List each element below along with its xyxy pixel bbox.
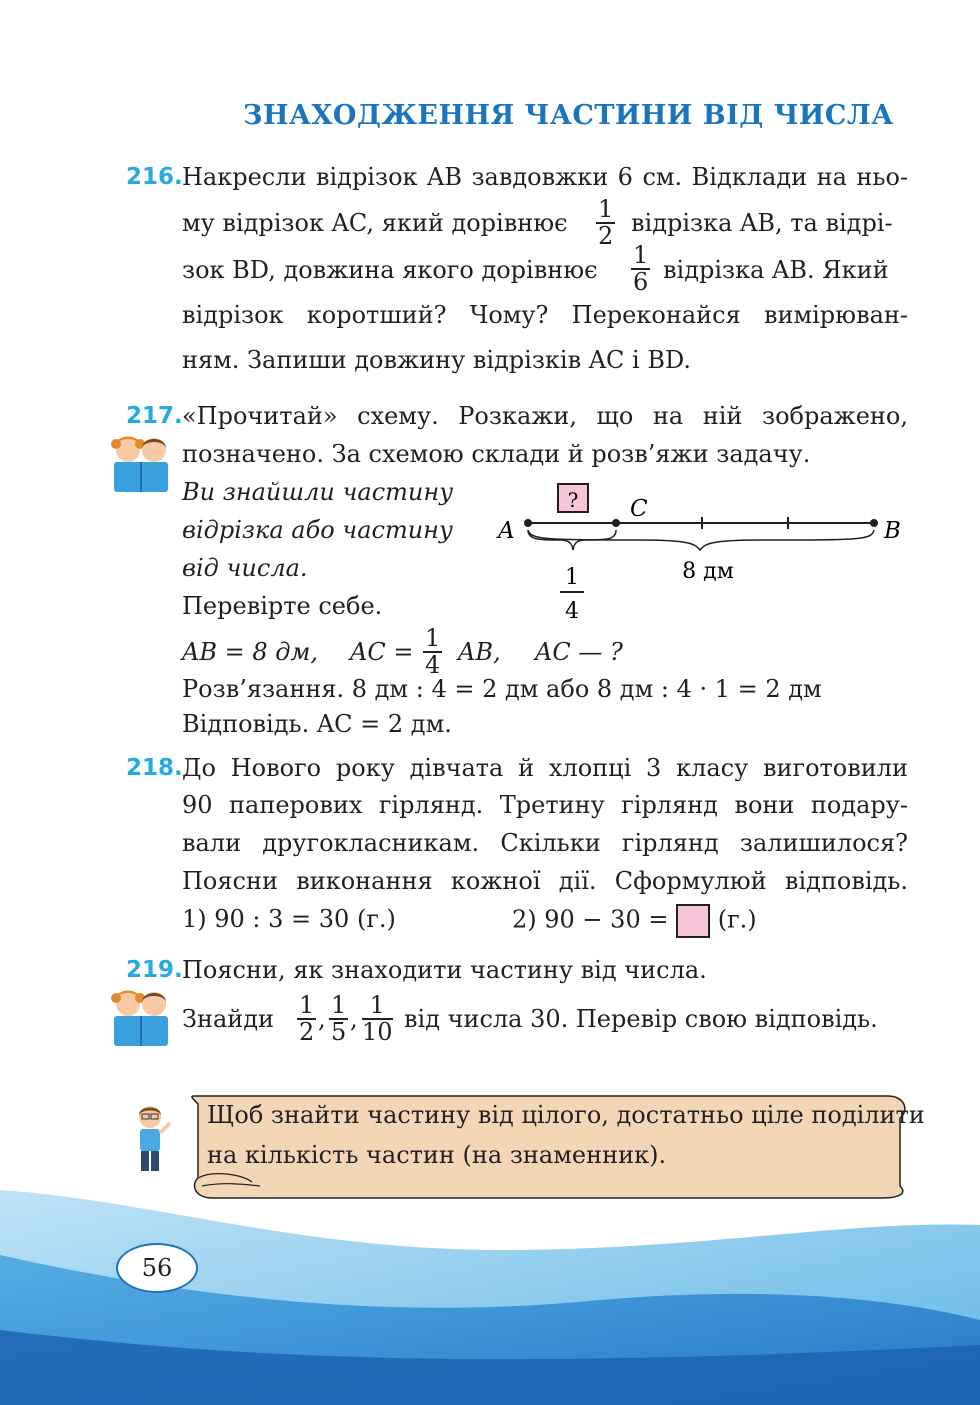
fraction-tenth: $\frac{1}{10}$	[362, 991, 393, 1046]
hint-line2: відрізка або частину	[182, 516, 453, 544]
task219-tail: від числа 30. Перевір свою відповідь.	[404, 1005, 878, 1033]
step1: 1) 90 : 3 = 30 (г.)	[182, 905, 396, 933]
given-ac: AC =	[350, 638, 414, 666]
task216-line2b: відрізка AB, та відрі-	[631, 209, 893, 237]
reading-kids-icon	[104, 432, 178, 494]
task216-line2a: му відрізок AC, який дорівнює	[182, 209, 568, 237]
given-ab: AB = 8 дм,	[182, 638, 318, 666]
task219-line1: Поясни, як знаходити частину від числа.	[182, 956, 707, 984]
point-b-label: B	[884, 518, 901, 544]
task218-line1: До Нового року дівчата й хлопці 3 класу виготовили	[182, 754, 908, 782]
fraction-one-sixth: $\frac{1}{6}$	[633, 241, 649, 296]
task217-line1: «Прочитай» схему. Розкажи, що на ній зображено,	[182, 402, 908, 430]
segment-diagram	[490, 478, 910, 628]
fraction-fifth: $\frac{1}{5}$	[331, 991, 347, 1046]
reading-kids-icon-2	[104, 986, 178, 1048]
task216-line4: відрізок коротший? Чому? Переконайся вимірюван-	[182, 301, 908, 329]
task-number-218: 218.	[126, 755, 183, 781]
given-ab-tail: AB,	[458, 638, 501, 666]
comma-2: ,	[350, 1005, 358, 1033]
hint-line3: від числа.	[182, 554, 308, 582]
fraction-one-quarter: $\frac{1}{4}$	[425, 624, 441, 679]
task-number-217: 217.	[126, 403, 183, 429]
hint-line1: Ви знайшли частину	[182, 478, 454, 506]
diagram-question: ?	[567, 488, 579, 512]
point-c-label: C	[630, 496, 648, 522]
check-yourself: Перевірте себе.	[182, 592, 383, 620]
step2: 2) 90 − 30 = (г.)	[512, 904, 757, 938]
diagram-frac-num: 1	[565, 565, 579, 590]
fraction-one-half: $\frac{1}{2}$	[598, 195, 614, 250]
comma-1: ,	[318, 1005, 326, 1033]
task-number-219: 219.	[126, 957, 183, 983]
point-a-label: A	[498, 518, 515, 544]
task216-line1: Накресли відрізок AB завдовжки 6 см. Відклади на ньо-	[182, 163, 908, 191]
task-number-216: 216.	[126, 164, 183, 190]
length-label: 8 дм	[682, 559, 734, 584]
task218-line3: вали другокласникам. Скільки гірлянд залишилося?	[182, 829, 908, 857]
rule-line1: Щоб знайти частину від цілого, достатньо ціле поділити	[207, 1101, 925, 1129]
task216-line3b: відрізка AB. Який	[663, 256, 889, 284]
page-title: ЗНАХОДЖЕННЯ ЧАСТИНИ ВІД ЧИСЛА	[243, 100, 894, 131]
task216-line3a: зок BD, довжина якого дорівнює	[182, 256, 598, 284]
answer: Відповідь. AC = 2 дм.	[182, 710, 452, 738]
task216-line5: ням. Запиши довжину відрізків AC і BD.	[182, 346, 692, 374]
diagram-frac-den: 4	[565, 599, 579, 624]
find-word: Знайди	[182, 1005, 275, 1033]
rule-line2: на кількість частин (на знаменник).	[207, 1141, 667, 1169]
given-question: AC — ?	[535, 638, 623, 666]
task218-line2: 90 паперових гірлянд. Третину гірлянд вони подару-	[182, 791, 908, 819]
solution: Розв’язання. 8 дм : 4 = 2 дм або 8 дм : 4 · 1 = 2 дм	[182, 675, 822, 703]
task217-line2: позначено. За схемою склади й розв’яжи задачу.	[182, 440, 811, 468]
fraction-half: $\frac{1}{2}$	[299, 991, 315, 1046]
boy-icon	[130, 1103, 174, 1175]
task218-line4: Поясни виконання кожної дії. Сформулюй відповідь.	[182, 867, 908, 895]
page-number: 56	[116, 1243, 198, 1293]
answer-box	[676, 904, 710, 938]
